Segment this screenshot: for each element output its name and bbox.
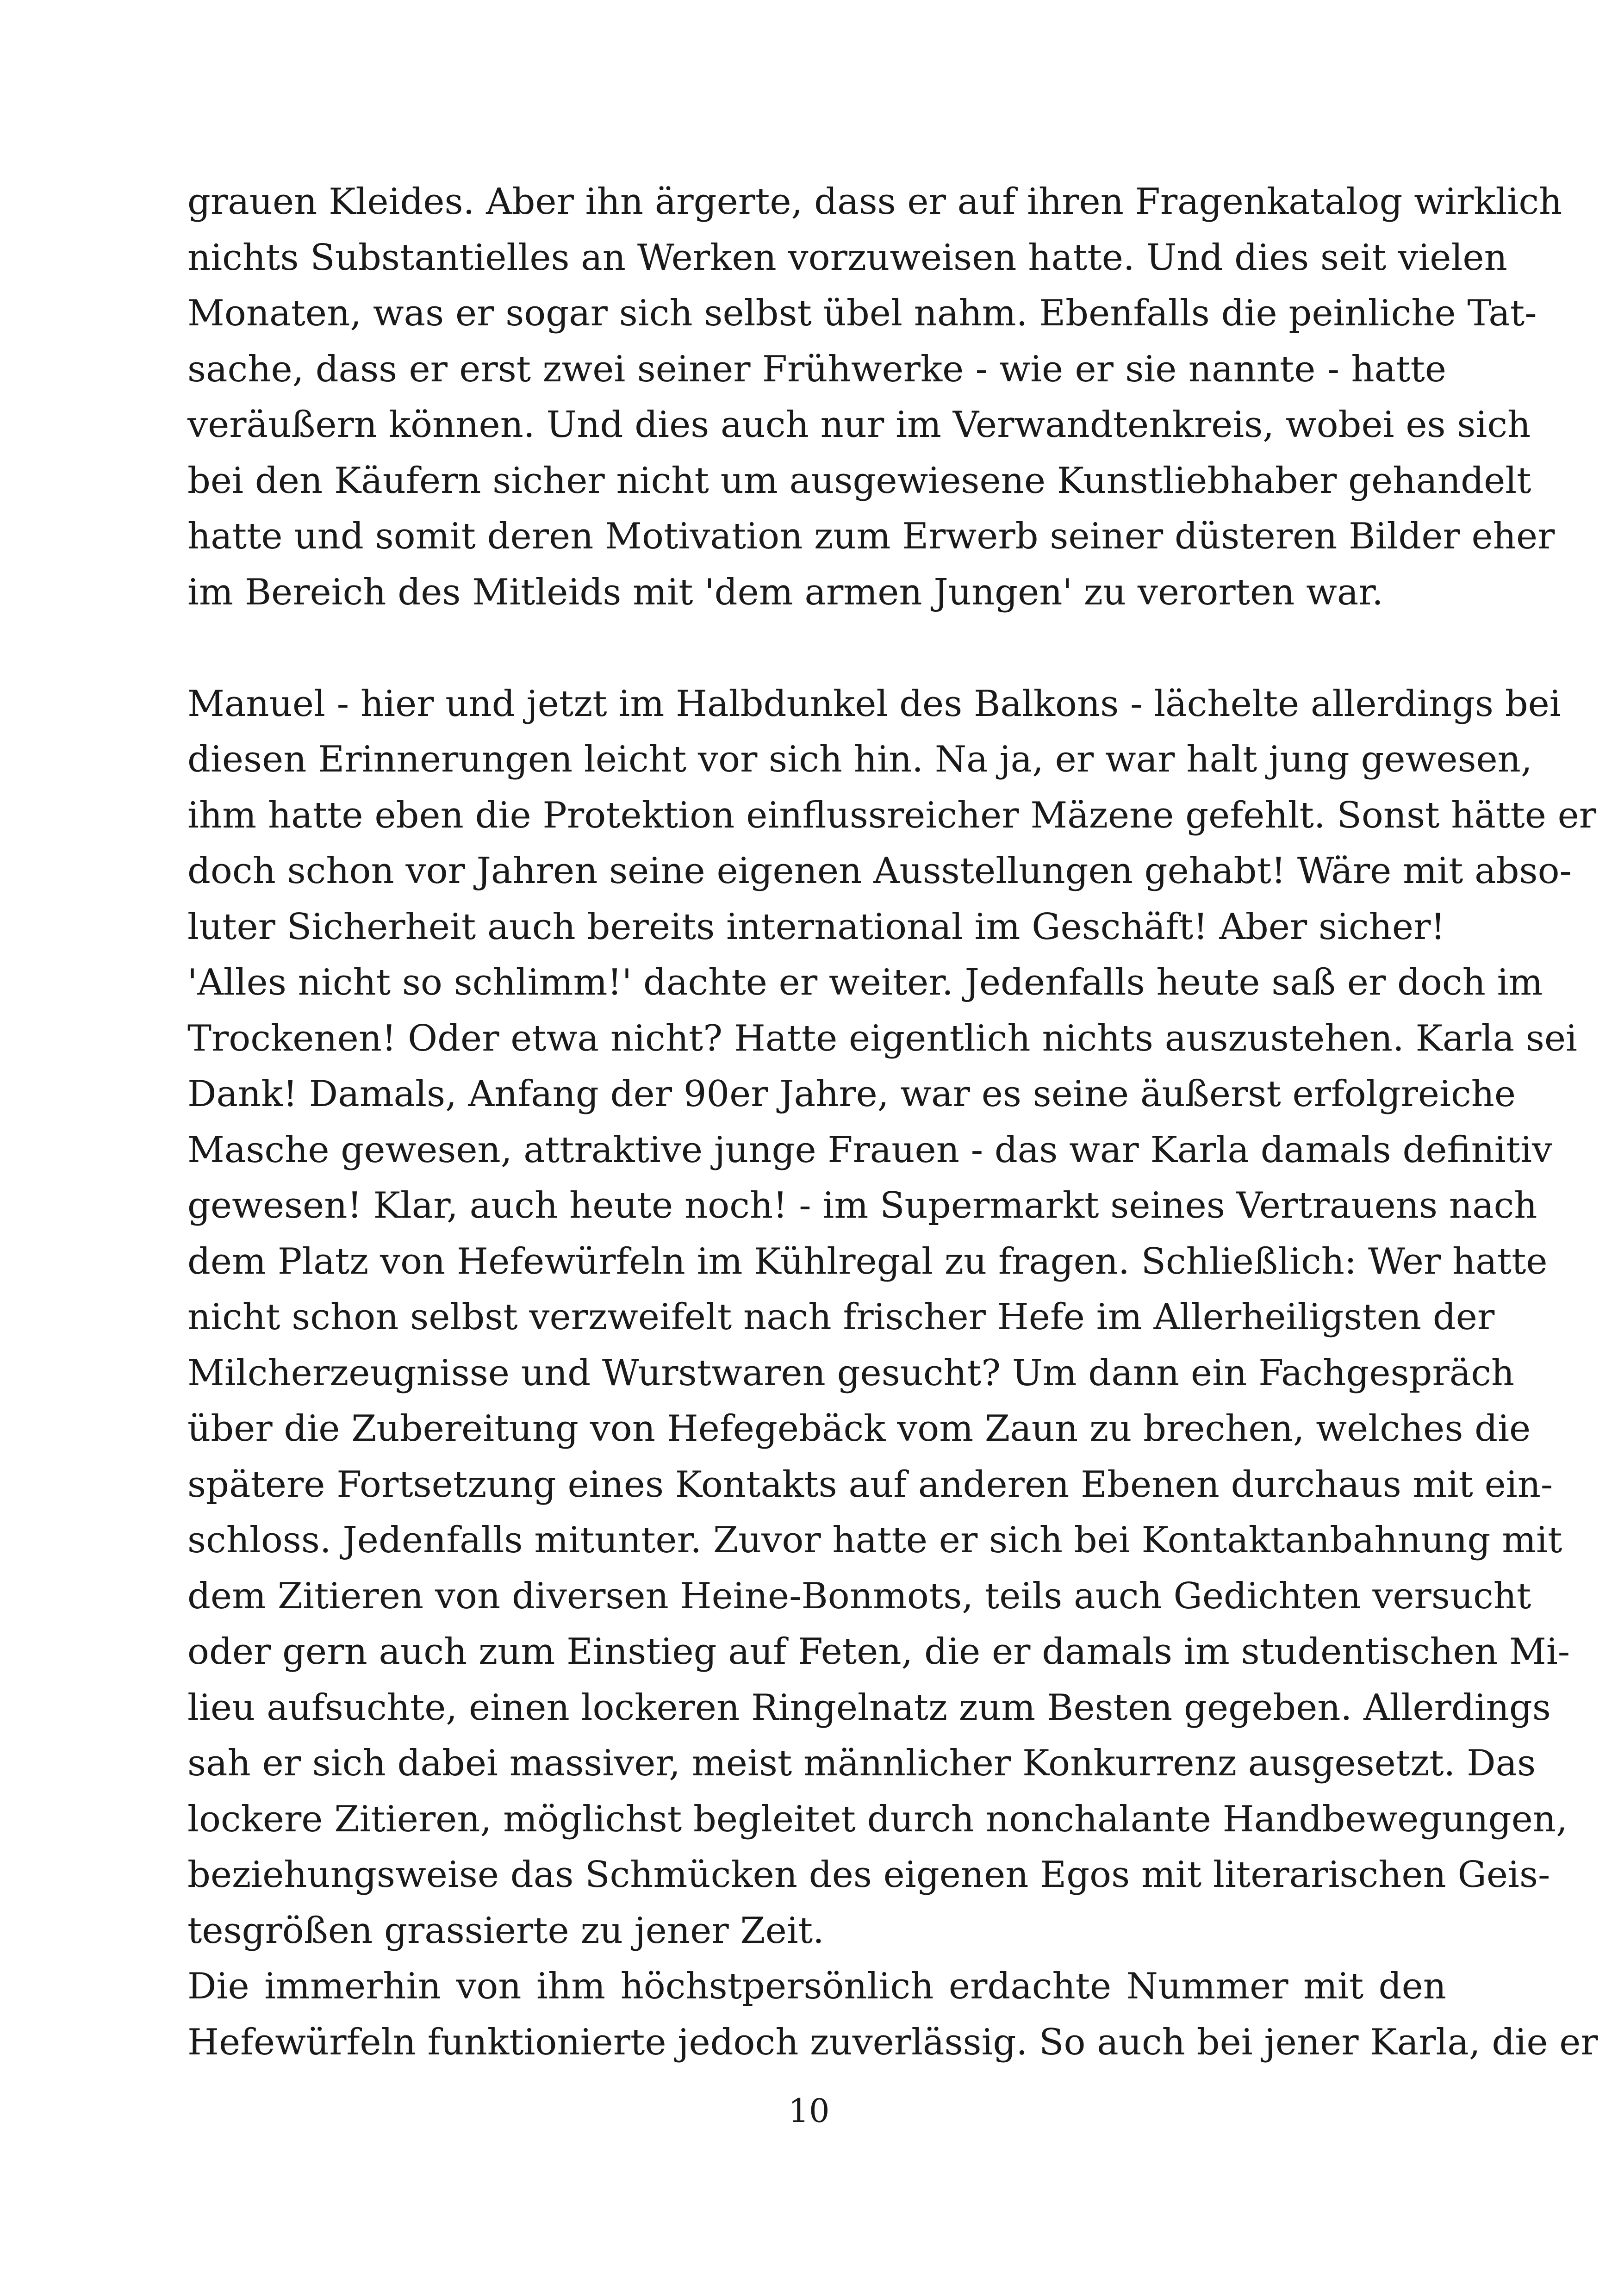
text-line: tesgrößen grassierte zu jener Zeit. (187, 1910, 824, 1952)
text-line: im Bereich des Mitleids mit 'dem armen Jungen' zu verorten war. (187, 571, 1383, 613)
text-line: schloss. Jedenfalls mitunter. Zuvor hatte er sich bei Kontaktanbahnung mit (187, 1519, 1562, 1561)
text-line: über die Zubereitung von Hefegebäck vom Zaun zu brechen, welches die (187, 1408, 1531, 1450)
text-line: dem Zitieren von diversen Heine-Bonmots, teils auch Gedichten versucht (187, 1575, 1531, 1617)
text-line: dem Platz von Hefewürfeln im Kühlregal zu fragen. Schließlich: Wer hatte (187, 1240, 1548, 1282)
text-line: nicht schon selbst verzweifelt nach frischer Hefe im Allerheiligsten der (187, 1296, 1495, 1338)
text-line: 'Alles nicht so schlimm!' dachte er weiter. Jedenfalls heute saß er doch im (187, 962, 1543, 1003)
text-line: hatte und somit deren Motivation zum Erwerb seiner düsteren Bilder eher (187, 516, 1555, 557)
text-line: sah er sich dabei massiver, meist männlicher Konkurrenz ausgesetzt. Das (187, 1742, 1536, 1784)
text-line: Die immerhin von ihm höchstpersönlich erdachte Nummer mit den (187, 1966, 1446, 2007)
body-text (187, 174, 1598, 2070)
text-line: bei den Käufern sicher nicht um ausgewiesene Kunstliebhaber gehandelt (187, 460, 1531, 502)
page-number: 10 (788, 2092, 830, 2130)
text-line: sache, dass er erst zwei seiner Frühwerke - wie er sie nannte - hatte (187, 348, 1446, 390)
paragraph-gap (187, 620, 1446, 676)
text-line: luter Sicherheit auch bereits international im Geschäft! Aber sicher! (187, 906, 1445, 948)
text-line: oder gern auch zum Einstieg auf Feten, die er damals im studentischen Mi- (187, 1631, 1570, 1673)
text-line: Monaten, was er sogar sich selbst übel nahm. Ebenfalls die peinliche Tat- (187, 292, 1537, 334)
text-line: Milcherzeugnisse und Wurstwaren gesucht? Um dann ein Fachgespräch (187, 1352, 1515, 1394)
text-line: gewesen! Klar, auch heute noch! - im Supermarkt seines Vertrauens nach (187, 1185, 1537, 1226)
text-line: spätere Fortsetzung eines Kontakts auf anderen Ebenen durchaus mit ein- (187, 1463, 1553, 1506)
text-line: Trockenen! Oder etwa nicht? Hatte eigentlich nichts auszustehen. Karla sei (187, 1017, 1577, 1059)
text-line: grauen Kleides. Aber ihn ärgerte, dass er auf ihren Fragenkatalog wirklich (187, 181, 1562, 223)
text-line: nichts Substantielles an Werken vorzuweisen hatte. Und dies seit vielen (187, 236, 1507, 279)
text-line: lieu aufsuchte, einen lockeren Ringelnatz zum Besten gegeben. Allerdings (187, 1686, 1551, 1729)
text-line: doch schon vor Jahren seine eigenen Ausstellungen gehabt! Wäre mit abso- (187, 850, 1572, 892)
text-line: diesen Erinnerungen leicht vor sich hin. Na ja, er war halt jung gewesen, (187, 739, 1532, 780)
paragraph-2 (187, 676, 1597, 955)
text-line: Dank! Damals, Anfang der 90er Jahre, war es seine äußerst erfolgreiche (187, 1073, 1516, 1115)
text-line: Masche gewesen, attraktive junge Frauen - das war Karla damals definitiv (187, 1129, 1553, 1171)
text-line: ihm hatte eben die Protektion einflussreicher Mäzene gefehlt. Sonst hätte er (187, 794, 1597, 836)
text-line: veräußern können. Und dies auch nur im Verwandtenkreis, wobei es sich (187, 404, 1531, 446)
text-line: Manuel - hier und jetzt im Halbdunkel des Balkons - lächelte allerdings bei (187, 683, 1561, 725)
text-line: lockere Zitieren, möglichst begleitet durch nonchalante Handbewegungen, (187, 1798, 1568, 1840)
paragraph-3 (187, 955, 1577, 1959)
paragraph-4 (187, 1959, 1598, 2070)
text-line: Hefewürfeln funktionierte jedoch zuverlässig. So auch bei jener Karla, die er (187, 2021, 1598, 2063)
text-line: beziehungsweise das Schmücken des eigenen Egos mit literarischen Geis- (187, 1854, 1550, 1896)
paragraph-1 (187, 174, 1562, 620)
